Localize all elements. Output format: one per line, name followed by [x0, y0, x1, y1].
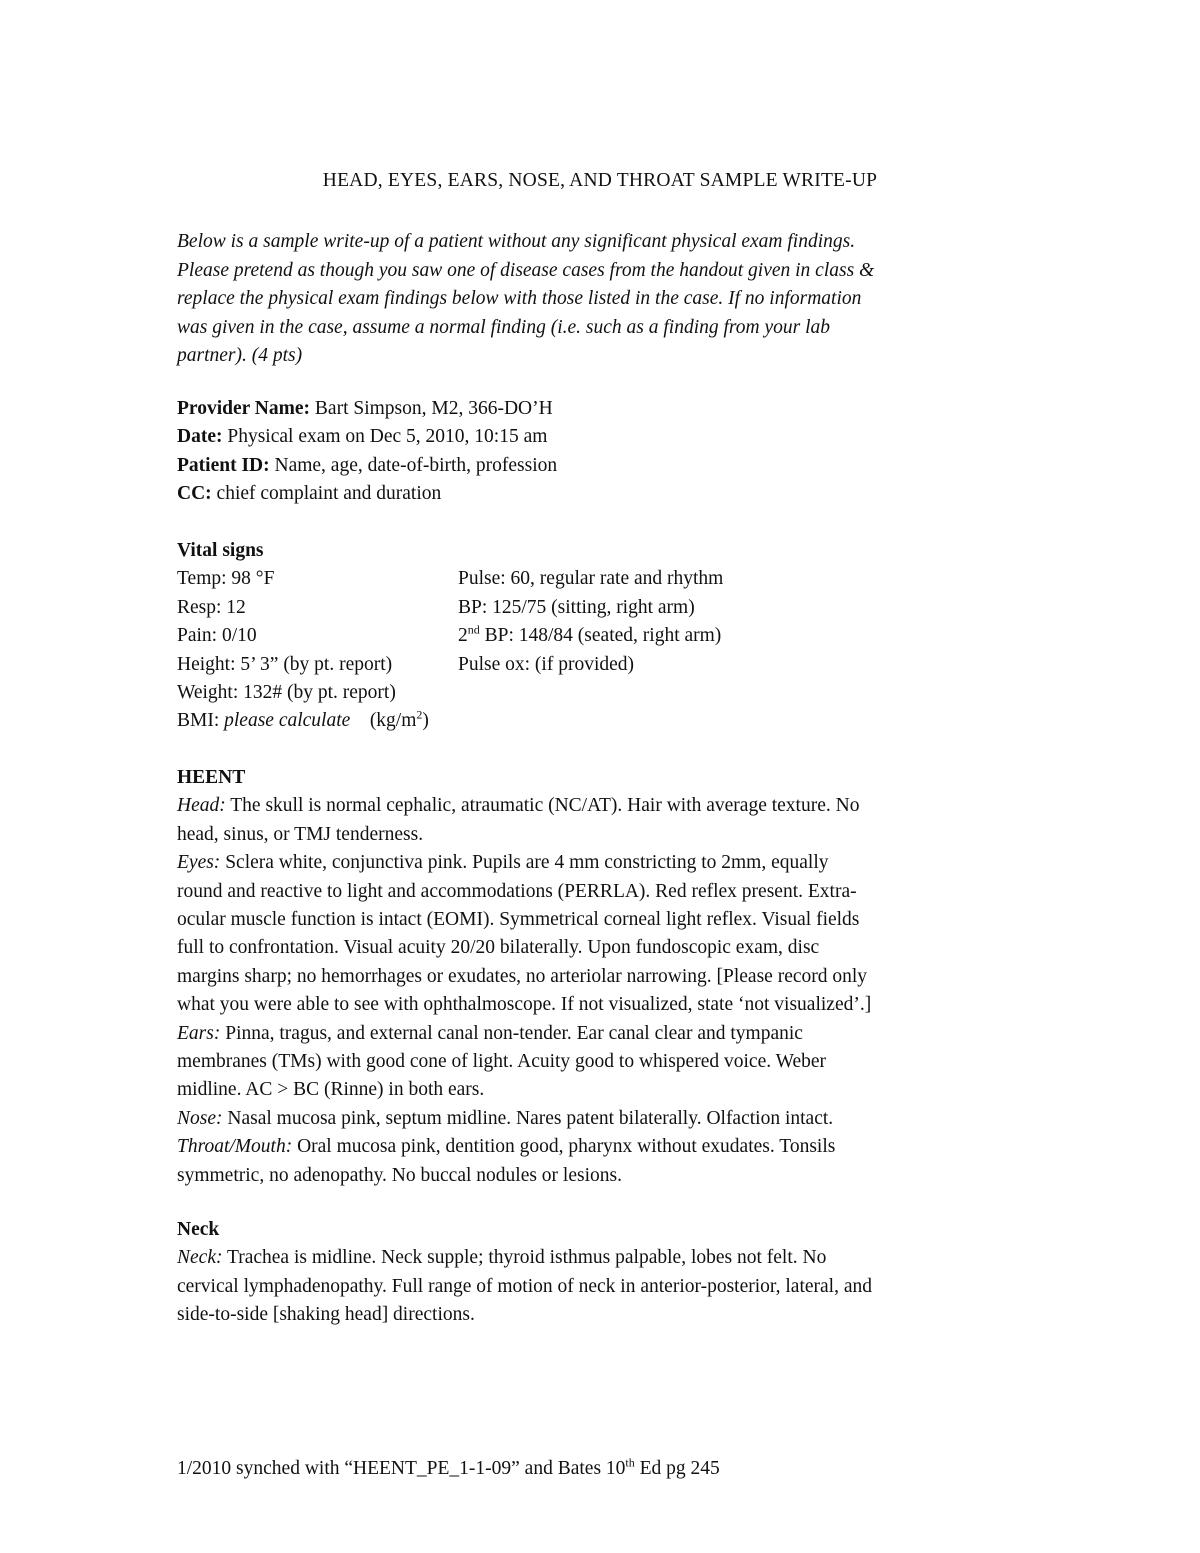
bp-value: BP: 125/75 (sitting, right arm)	[458, 596, 695, 618]
eyes-text: Sclera white, conjunctiva pink. Pupils are 4 mm constricting to 2mm, equally	[220, 852, 829, 874]
neck-finding	[177, 1244, 1037, 1272]
neck-heading: Neck	[177, 1219, 220, 1240]
throat-finding	[177, 1133, 1037, 1161]
date-value: Physical exam on Dec 5, 2010, 10:15 am	[222, 426, 548, 448]
chief-complaint-label: CC:	[177, 483, 212, 505]
page-footer	[177, 1455, 720, 1480]
ears-finding	[177, 1020, 1037, 1048]
bmi-instruction: please calculate	[224, 710, 351, 732]
temp-value: Temp: 98 °F	[177, 568, 275, 590]
pulse-value: Pulse: 60, regular rate and rhythm	[458, 568, 724, 590]
second-bp-value	[458, 622, 721, 650]
intro-instructions	[177, 228, 1037, 371]
patient-id-line	[177, 452, 557, 480]
patient-id-label: Patient ID:	[177, 454, 270, 476]
heent-section	[177, 764, 1037, 1190]
throat-label: Throat/Mouth:	[177, 1136, 293, 1158]
head-finding	[177, 792, 1037, 820]
intro-line: partner). (4 pts)	[177, 345, 303, 367]
eyes-finding-cont: what you were able to see with ophthalmoscope. If not visualized, state ‘not visualized’.]	[177, 994, 872, 1016]
pulse-ox-value: Pulse ox: (if provided)	[458, 653, 635, 675]
throat-finding-cont: symmetric, no adenopathy. No buccal nodules or lesions.	[177, 1164, 622, 1186]
footer-prefix: 1/2010 synched with “HEENT_PE_1-1-09” and Bates 10	[177, 1458, 626, 1479]
eyes-finding-cont: full to confrontation. Visual acuity 20/20 bilaterally. Upon fundoscopic exam, disc	[177, 937, 820, 959]
eyes-label: Eyes:	[177, 852, 221, 874]
neck-finding-cont: cervical lymphadenopathy. Full range of motion of neck in anterior-posterior, lateral, and	[177, 1275, 872, 1297]
ears-finding-cont: membranes (TMs) with good cone of light. Acuity good to whispered voice. Weber	[177, 1051, 827, 1073]
intro-line: replace the physical exam findings below with those listed in the case. If no information	[177, 288, 862, 310]
height-value: Height: 5’ 3” (by pt. report)	[177, 653, 393, 675]
bmi-label: BMI:	[177, 710, 225, 732]
eyes-finding	[177, 849, 1037, 877]
bmi-unit-sup: 2	[416, 707, 423, 722]
date-label: Date:	[177, 426, 223, 448]
intro-line: Please pretend as though you saw one of disease cases from the handout given in class &	[177, 259, 875, 281]
footer-sup: th	[625, 1455, 635, 1470]
provider-label: Provider Name:	[177, 398, 311, 419]
ears-label: Ears:	[177, 1022, 221, 1044]
ears-finding-cont: midline. AC > BC (Rinne) in both ears.	[177, 1079, 485, 1101]
nose-finding	[177, 1105, 1037, 1133]
head-label: Head:	[177, 795, 226, 817]
neck-section	[177, 1216, 1037, 1330]
second-bp-sup: nd	[467, 622, 480, 637]
intro-line: Below is a sample write-up of a patient without any significant physical exam findings.	[177, 231, 856, 252]
resp-value: Resp: 12	[177, 596, 246, 618]
eyes-finding-cont: round and reactive to light and accommodations (PERRLA). Red reflex present. Extra-	[177, 880, 857, 902]
second-bp-rest: BP: 148/84 (seated, right arm)	[479, 625, 722, 647]
patient-id-value: Name, age, date-of-birth, profession	[269, 454, 558, 476]
nose-label: Nose:	[177, 1107, 223, 1129]
provider-line	[177, 395, 557, 423]
neck-text: Trachea is midline. Neck supple; thyroid isthmus palpable, lobes not felt. No	[222, 1247, 827, 1269]
eyes-finding-cont: ocular muscle function is intact (EOMI). Symmetrical corneal light reflex. Visual fields	[177, 909, 860, 931]
second-bp-prefix: 2	[458, 625, 468, 647]
header-info	[177, 395, 557, 509]
bmi-unit: (kg/m	[350, 710, 417, 732]
neck-finding-cont: side-to-side [shaking head] directions.	[177, 1304, 475, 1326]
vital-signs-heading: Vital signs	[177, 540, 264, 561]
head-finding-cont: head, sinus, or TMJ tenderness.	[177, 823, 424, 845]
ears-text: Pinna, tragus, and external canal non-tender. Ear canal clear and tympanic	[220, 1022, 803, 1044]
chief-complaint-value: chief complaint and duration	[211, 483, 442, 505]
heent-heading: HEENT	[177, 767, 246, 788]
provider-value: Bart Simpson, M2, 366-DO’H	[310, 398, 553, 419]
date-line	[177, 423, 557, 451]
page-title: HEAD, EYES, EARS, NOSE, AND THROAT SAMPLE WRITE-UP	[322, 170, 878, 191]
footer-suffix: Ed pg 245	[634, 1458, 720, 1479]
pain-value: Pain: 0/10	[177, 625, 257, 647]
bmi-value	[177, 707, 429, 735]
chief-complaint-line	[177, 480, 557, 508]
throat-text: Oral mucosa pink, dentition good, pharynx without exudates. Tonsils	[292, 1136, 836, 1158]
bmi-unit-close: )	[422, 710, 429, 732]
head-text: The skull is normal cephalic, atraumatic (NC/AT). Hair with average texture. No	[225, 795, 860, 817]
intro-line: was given in the case, assume a normal finding (i.e. such as a finding from your lab	[177, 316, 831, 338]
neck-label: Neck:	[177, 1247, 223, 1269]
eyes-finding-cont: margins sharp; no hemorrhages or exudates, no arteriolar narrowing. [Please record only	[177, 965, 868, 987]
weight-value: Weight: 132# (by pt. report)	[177, 681, 396, 703]
nose-text: Nasal mucosa pink, septum midline. Nares patent bilaterally. Olfaction intact.	[222, 1107, 834, 1129]
